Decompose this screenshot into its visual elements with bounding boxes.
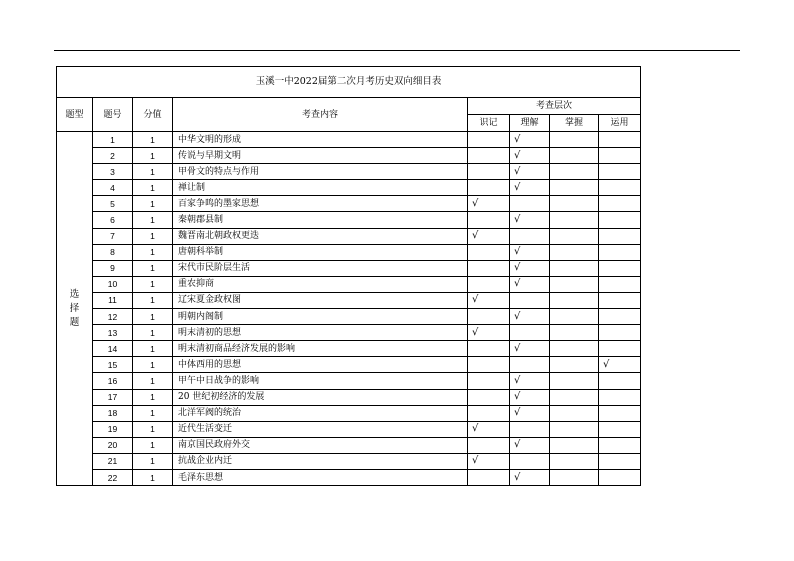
level-cell-understand bbox=[510, 469, 550, 485]
level-cell-apply bbox=[599, 196, 641, 212]
question-content: 甲骨文的特点与作用 bbox=[173, 164, 468, 180]
table-row bbox=[57, 453, 641, 469]
check-mark: √ bbox=[472, 423, 479, 435]
question-score: 1 bbox=[133, 148, 173, 164]
question-number: 10 bbox=[93, 276, 133, 292]
level-cell-understand bbox=[510, 309, 550, 325]
level-cell-understand bbox=[510, 405, 550, 421]
question-number: 16 bbox=[93, 373, 133, 389]
question-number: 6 bbox=[93, 212, 133, 228]
header-row bbox=[57, 98, 641, 115]
question-score: 1 bbox=[133, 421, 173, 437]
question-score: 1 bbox=[133, 212, 173, 228]
question-score: 1 bbox=[133, 357, 173, 373]
check-mark: √ bbox=[472, 326, 479, 338]
question-content: 辽宋夏金政权图 bbox=[173, 292, 468, 308]
level-cell-master bbox=[550, 389, 599, 405]
section-label bbox=[57, 132, 93, 486]
header-number: 题号 bbox=[93, 98, 133, 132]
question-content: 唐朝科举制 bbox=[173, 244, 468, 260]
question-score: 1 bbox=[133, 453, 173, 469]
check-mark: √ bbox=[514, 391, 521, 403]
level-cell-apply bbox=[599, 180, 641, 196]
level-cell-apply bbox=[599, 421, 641, 437]
question-score: 1 bbox=[133, 341, 173, 357]
question-content: 毛泽东思想 bbox=[173, 469, 468, 485]
level-cell-apply bbox=[599, 341, 641, 357]
level-cell-recall bbox=[468, 148, 510, 164]
question-content: 百家争鸣的墨家思想 bbox=[173, 196, 468, 212]
level-cell-master bbox=[550, 437, 599, 453]
check-mark: √ bbox=[514, 214, 521, 226]
level-cell-apply bbox=[599, 453, 641, 469]
question-content: 魏晋南北朝政权更迭 bbox=[173, 228, 468, 244]
level-cell-master bbox=[550, 405, 599, 421]
level-cell-apply bbox=[599, 260, 641, 276]
question-number: 17 bbox=[93, 389, 133, 405]
question-number: 21 bbox=[93, 453, 133, 469]
level-cell-understand bbox=[510, 276, 550, 292]
level-cell-master bbox=[550, 212, 599, 228]
question-content: 北洋军阀的统治 bbox=[173, 405, 468, 421]
section-label-char: 择 bbox=[69, 302, 80, 314]
level-cell-apply bbox=[599, 212, 641, 228]
level-cell-recall bbox=[468, 228, 510, 244]
level-cell-master bbox=[550, 148, 599, 164]
table-row bbox=[57, 196, 641, 212]
question-number: 9 bbox=[93, 260, 133, 276]
level-cell-master bbox=[550, 357, 599, 373]
table-row bbox=[57, 180, 641, 196]
level-cell-understand bbox=[510, 357, 550, 373]
level-cell-understand bbox=[510, 453, 550, 469]
table-row bbox=[57, 276, 641, 292]
question-number: 15 bbox=[93, 357, 133, 373]
level-cell-master bbox=[550, 453, 599, 469]
level-cell-recall bbox=[468, 260, 510, 276]
question-score: 1 bbox=[133, 405, 173, 421]
level-cell-master bbox=[550, 180, 599, 196]
question-content: 明末清初的思想 bbox=[173, 325, 468, 341]
level-cell-recall bbox=[468, 164, 510, 180]
check-mark: √ bbox=[514, 278, 521, 290]
level-cell-recall bbox=[468, 405, 510, 421]
level-cell-recall bbox=[468, 389, 510, 405]
table-row bbox=[57, 373, 641, 389]
check-mark: √ bbox=[514, 471, 521, 483]
header-level-recall: 识记 bbox=[468, 115, 510, 132]
table-row bbox=[57, 164, 641, 180]
level-cell-understand bbox=[510, 421, 550, 437]
question-score: 1 bbox=[133, 228, 173, 244]
level-cell-master bbox=[550, 325, 599, 341]
question-content: 中体西用的思想 bbox=[173, 357, 468, 373]
level-cell-understand bbox=[510, 148, 550, 164]
level-cell-understand bbox=[510, 228, 550, 244]
level-cell-understand bbox=[510, 180, 550, 196]
header-content: 考查内容 bbox=[173, 98, 468, 132]
check-mark: √ bbox=[514, 165, 521, 177]
question-content: 南京国民政府外交 bbox=[173, 437, 468, 453]
level-cell-recall bbox=[468, 276, 510, 292]
level-cell-apply bbox=[599, 148, 641, 164]
question-content: 近代生活变迁 bbox=[173, 421, 468, 437]
level-cell-master bbox=[550, 373, 599, 389]
level-cell-recall bbox=[468, 309, 510, 325]
level-cell-master bbox=[550, 196, 599, 212]
level-cell-understand bbox=[510, 132, 550, 148]
question-content: 宋代市民阶层生活 bbox=[173, 260, 468, 276]
level-cell-recall bbox=[468, 469, 510, 485]
question-content: 甲午中日战争的影响 bbox=[173, 373, 468, 389]
check-mark: √ bbox=[472, 230, 479, 242]
question-score: 1 bbox=[133, 309, 173, 325]
table-row bbox=[57, 148, 641, 164]
level-cell-recall bbox=[468, 292, 510, 308]
level-cell-master bbox=[550, 164, 599, 180]
question-content: 禅让制 bbox=[173, 180, 468, 196]
table-row bbox=[57, 309, 641, 325]
header-levels: 考查层次 bbox=[468, 98, 641, 115]
check-mark: √ bbox=[514, 439, 521, 451]
question-number: 11 bbox=[93, 292, 133, 308]
level-cell-apply bbox=[599, 244, 641, 260]
level-cell-apply bbox=[599, 373, 641, 389]
check-mark: √ bbox=[514, 149, 521, 161]
level-cell-apply bbox=[599, 276, 641, 292]
table-row bbox=[57, 260, 641, 276]
table-row bbox=[57, 405, 641, 421]
question-content: 明末清初商品经济发展的影响 bbox=[173, 341, 468, 357]
question-score: 1 bbox=[133, 469, 173, 485]
level-cell-understand bbox=[510, 292, 550, 308]
header-score: 分值 bbox=[133, 98, 173, 132]
question-score: 1 bbox=[133, 292, 173, 308]
level-cell-recall bbox=[468, 325, 510, 341]
level-cell-apply bbox=[599, 292, 641, 308]
check-mark: √ bbox=[514, 310, 521, 322]
question-number: 14 bbox=[93, 341, 133, 357]
question-score: 1 bbox=[133, 164, 173, 180]
table-row bbox=[57, 244, 641, 260]
check-mark: √ bbox=[514, 246, 521, 258]
question-number: 4 bbox=[93, 180, 133, 196]
question-number: 12 bbox=[93, 309, 133, 325]
level-cell-master bbox=[550, 228, 599, 244]
table-row bbox=[57, 325, 641, 341]
header-type: 题型 bbox=[57, 98, 93, 132]
question-score: 1 bbox=[133, 244, 173, 260]
question-number: 5 bbox=[93, 196, 133, 212]
table-title-row bbox=[57, 67, 641, 98]
level-cell-recall bbox=[468, 196, 510, 212]
check-mark: √ bbox=[514, 407, 521, 419]
page-top-rule bbox=[54, 50, 740, 51]
level-cell-understand bbox=[510, 212, 550, 228]
level-cell-understand bbox=[510, 389, 550, 405]
level-cell-master bbox=[550, 276, 599, 292]
level-cell-understand bbox=[510, 437, 550, 453]
level-cell-recall bbox=[468, 373, 510, 389]
question-score: 1 bbox=[133, 132, 173, 148]
table-row bbox=[57, 437, 641, 453]
question-score: 1 bbox=[133, 325, 173, 341]
check-mark: √ bbox=[514, 262, 521, 274]
table-row bbox=[57, 132, 641, 148]
table-row bbox=[57, 228, 641, 244]
question-score: 1 bbox=[133, 260, 173, 276]
section-label-char: 题 bbox=[69, 316, 80, 328]
header-level-understand: 理解 bbox=[510, 115, 550, 132]
question-content: 20 世纪初经济的发展 bbox=[173, 389, 468, 405]
question-content: 抗战企业内迁 bbox=[173, 453, 468, 469]
level-cell-recall bbox=[468, 453, 510, 469]
level-cell-understand bbox=[510, 373, 550, 389]
question-number: 8 bbox=[93, 244, 133, 260]
check-mark: √ bbox=[514, 374, 521, 386]
level-cell-understand bbox=[510, 244, 550, 260]
level-cell-recall bbox=[468, 212, 510, 228]
question-content: 秦朝郡县制 bbox=[173, 212, 468, 228]
question-number: 3 bbox=[93, 164, 133, 180]
level-cell-master bbox=[550, 469, 599, 485]
level-cell-recall bbox=[468, 341, 510, 357]
question-score: 1 bbox=[133, 373, 173, 389]
level-cell-recall bbox=[468, 180, 510, 196]
question-score: 1 bbox=[133, 276, 173, 292]
check-mark: √ bbox=[472, 294, 479, 306]
question-score: 1 bbox=[133, 196, 173, 212]
table-row bbox=[57, 469, 641, 485]
question-content: 重农抑商 bbox=[173, 276, 468, 292]
table-row bbox=[57, 421, 641, 437]
level-cell-recall bbox=[468, 357, 510, 373]
table-row bbox=[57, 341, 641, 357]
level-cell-apply bbox=[599, 164, 641, 180]
section-label-char: 选 bbox=[69, 288, 80, 300]
level-cell-apply bbox=[599, 389, 641, 405]
table-row bbox=[57, 292, 641, 308]
level-cell-recall bbox=[468, 421, 510, 437]
table-title: 玉溪一中2022届第二次月考历史双向细目表 bbox=[57, 67, 641, 98]
table-row bbox=[57, 389, 641, 405]
question-number: 20 bbox=[93, 437, 133, 453]
level-cell-understand bbox=[510, 196, 550, 212]
level-cell-master bbox=[550, 341, 599, 357]
question-content: 明朝内阁制 bbox=[173, 309, 468, 325]
level-cell-master bbox=[550, 421, 599, 437]
level-cell-master bbox=[550, 132, 599, 148]
spec-table bbox=[56, 66, 641, 486]
question-score: 1 bbox=[133, 389, 173, 405]
question-score: 1 bbox=[133, 437, 173, 453]
level-cell-recall bbox=[468, 132, 510, 148]
check-mark: √ bbox=[472, 197, 479, 209]
level-cell-apply bbox=[599, 325, 641, 341]
level-cell-apply bbox=[599, 437, 641, 453]
question-score: 1 bbox=[133, 180, 173, 196]
level-cell-apply bbox=[599, 405, 641, 421]
check-mark: √ bbox=[514, 181, 521, 193]
level-cell-understand bbox=[510, 341, 550, 357]
level-cell-recall bbox=[468, 437, 510, 453]
check-mark: √ bbox=[514, 133, 521, 145]
question-number: 2 bbox=[93, 148, 133, 164]
level-cell-apply bbox=[599, 469, 641, 485]
table-row bbox=[57, 357, 641, 373]
header-level-master: 掌握 bbox=[550, 115, 599, 132]
header-level-apply: 运用 bbox=[599, 115, 641, 132]
level-cell-master bbox=[550, 292, 599, 308]
question-number: 13 bbox=[93, 325, 133, 341]
table-row bbox=[57, 212, 641, 228]
check-mark: √ bbox=[514, 342, 521, 354]
check-mark: √ bbox=[472, 455, 479, 467]
level-cell-master bbox=[550, 244, 599, 260]
question-number: 1 bbox=[93, 132, 133, 148]
question-content: 中华文明的形成 bbox=[173, 132, 468, 148]
level-cell-master bbox=[550, 260, 599, 276]
level-cell-apply bbox=[599, 309, 641, 325]
level-cell-apply bbox=[599, 132, 641, 148]
check-mark: √ bbox=[603, 358, 610, 370]
level-cell-master bbox=[550, 309, 599, 325]
question-number: 7 bbox=[93, 228, 133, 244]
level-cell-apply bbox=[599, 357, 641, 373]
question-number: 19 bbox=[93, 421, 133, 437]
level-cell-understand bbox=[510, 325, 550, 341]
question-content: 传说与早期文明 bbox=[173, 148, 468, 164]
level-cell-apply bbox=[599, 228, 641, 244]
level-cell-recall bbox=[468, 244, 510, 260]
question-number: 18 bbox=[93, 405, 133, 421]
level-cell-understand bbox=[510, 164, 550, 180]
question-number: 22 bbox=[93, 469, 133, 485]
level-cell-understand bbox=[510, 260, 550, 276]
